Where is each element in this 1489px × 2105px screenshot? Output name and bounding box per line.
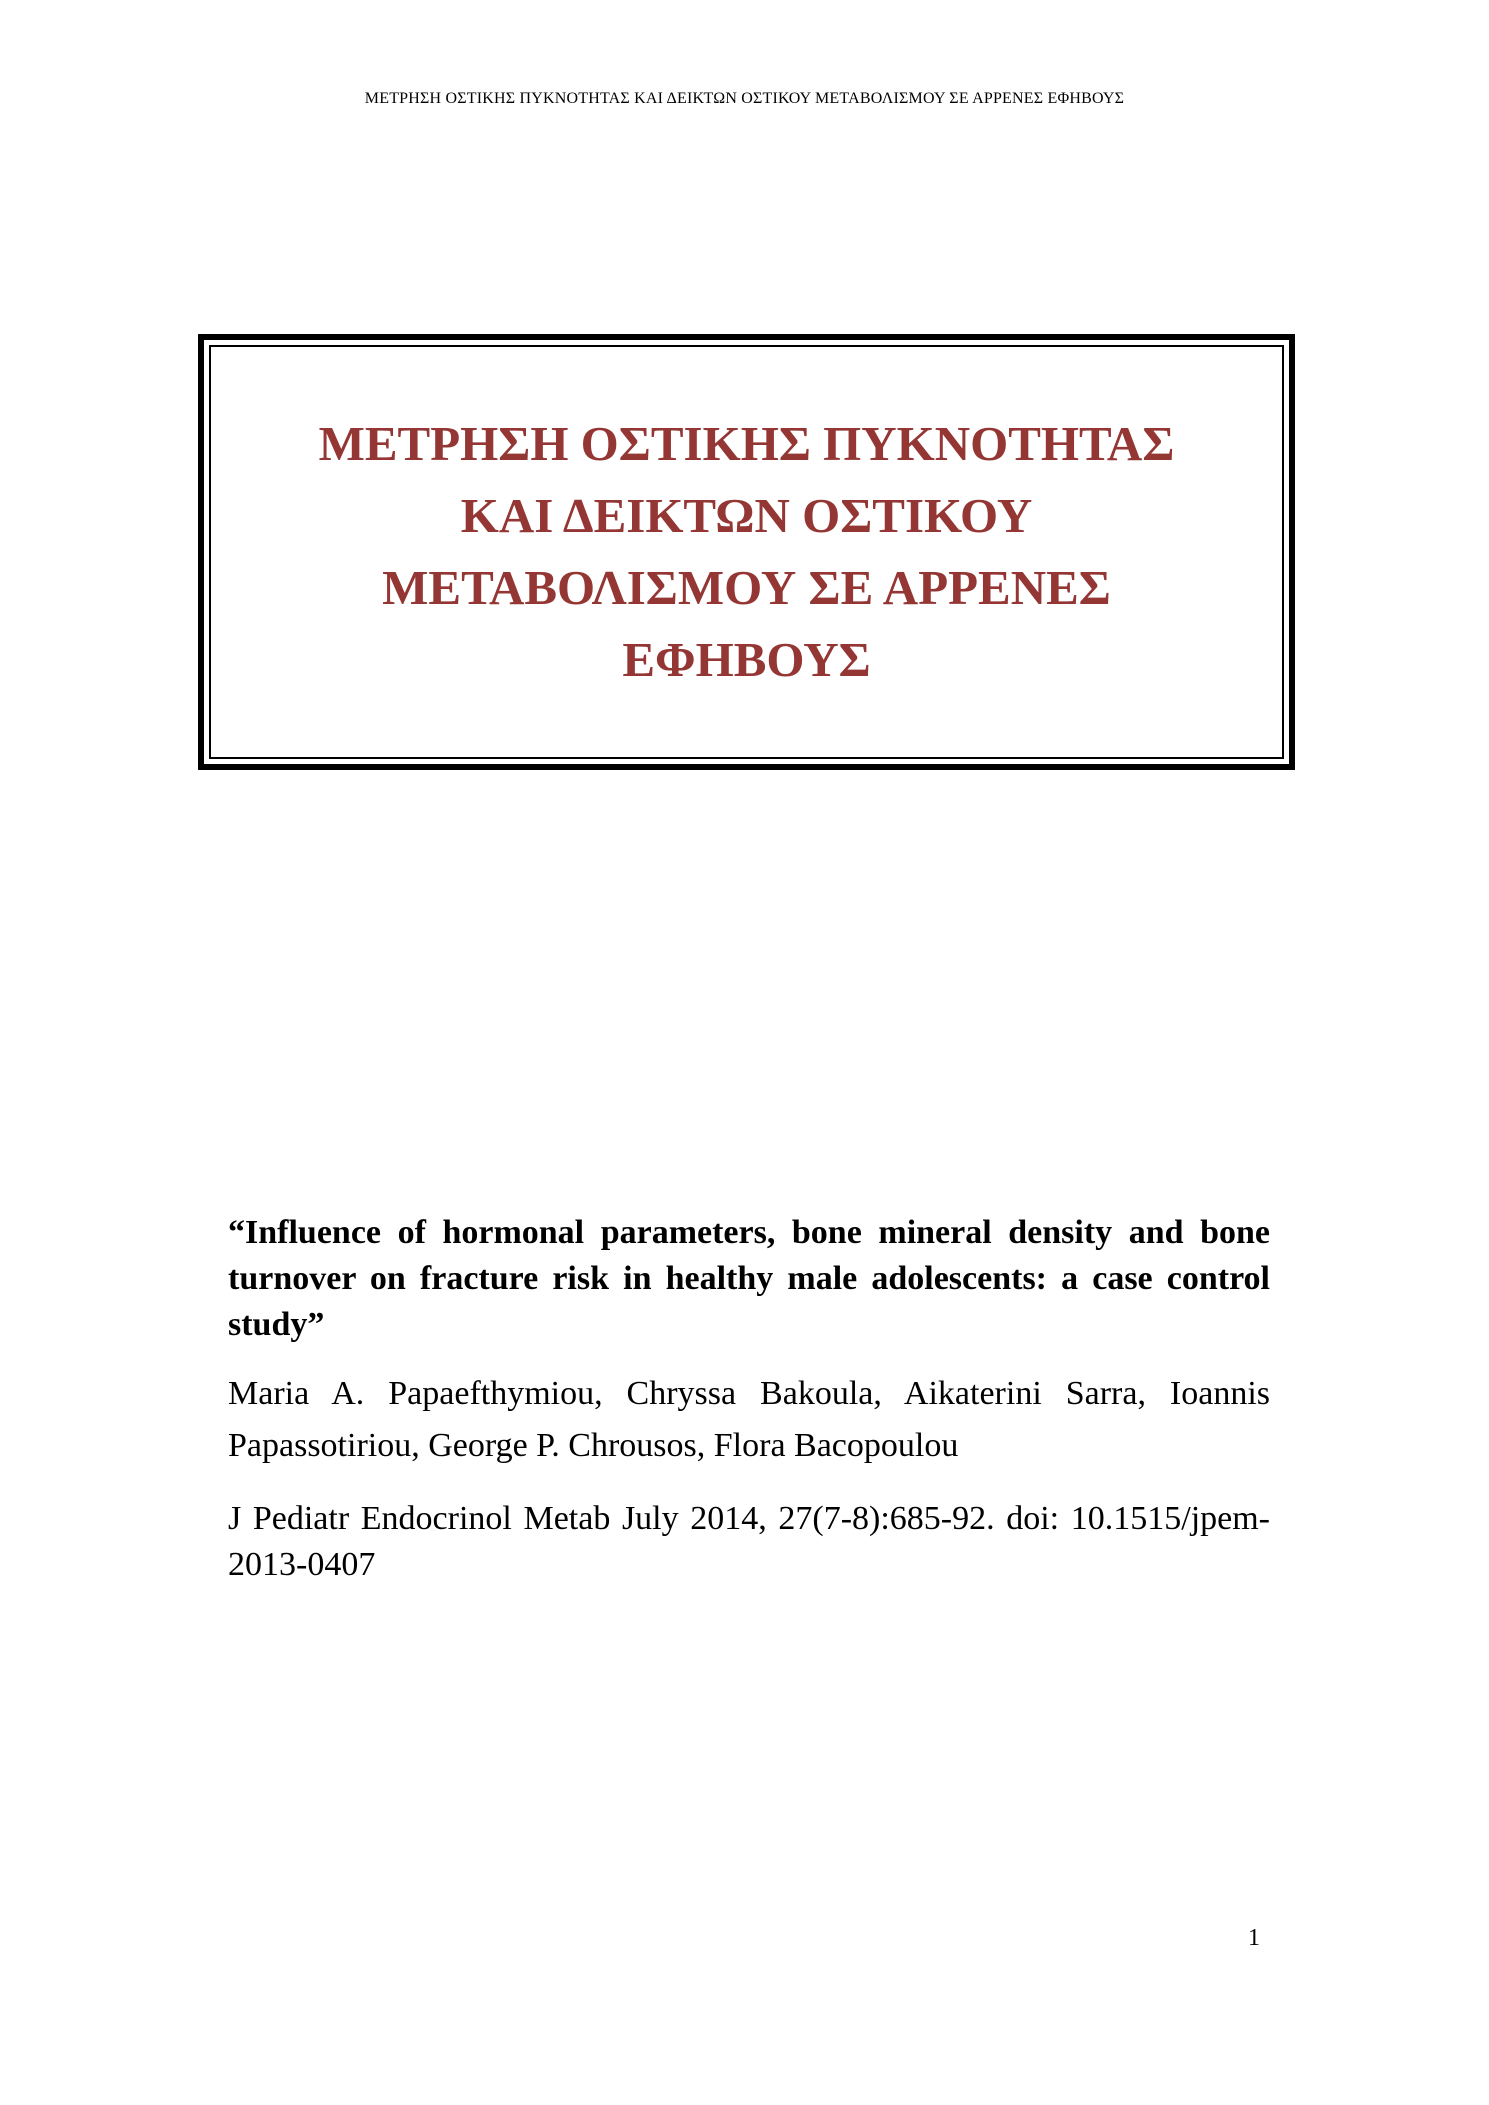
document-title: [247, 408, 1247, 696]
article-authors: Maria A. Papaefthymiou, Chryssa Bakoula, Aikaterini Sarra, Ioannis Papassotiriou, George P. Chrousos, Flora Bacopoulou: [228, 1375, 1270, 1464]
article-title: “Influence of hormonal parameters, bone mineral density and bone turnover on fracture risk in healthy male adolescents: a case control study”: [228, 1214, 1270, 1343]
document-title-line-4: ΕΦΗΒΟΥΣ: [622, 632, 871, 687]
document-title-line-3: ΜΕΤΑΒΟΛΙΣΜΟΥ ΣΕ ΑΡΡΕΝΕΣ: [382, 560, 1111, 615]
title-box-inner-frame: [209, 345, 1284, 759]
page-number: 1: [1248, 1925, 1260, 1951]
article-reference: [228, 1210, 1270, 1588]
document-title-line-1: ΜΕΤΡΗΣΗ ΟΣΤΙΚΗΣ ΠΥΚΝΟΤΗΤΑΣ: [318, 416, 1175, 471]
running-header: ΜΕΤΡΗΣΗ ΟΣΤΙΚΗΣ ΠΥΚΝΟΤΗΤΑΣ ΚΑΙ ΔΕΙΚΤΩΝ ΟΣΤΙΚΟΥ ΜΕΤΑΒΟΛΙΣΜΟΥ ΣΕ ΑΡΡΕΝΕΣ ΕΦΗΒΟΥΣ: [364, 90, 1125, 107]
document-title-line-2: ΚΑΙ ΔΕΙΚΤΩΝ ΟΣΤΙΚΟΥ: [460, 488, 1033, 543]
title-box: [198, 334, 1295, 770]
article-citation: J Pediatr Endocrinol Metab July 2014, 27(7-8):685-92. doi: 10.1515/jpem-2013-0407: [228, 1500, 1270, 1583]
